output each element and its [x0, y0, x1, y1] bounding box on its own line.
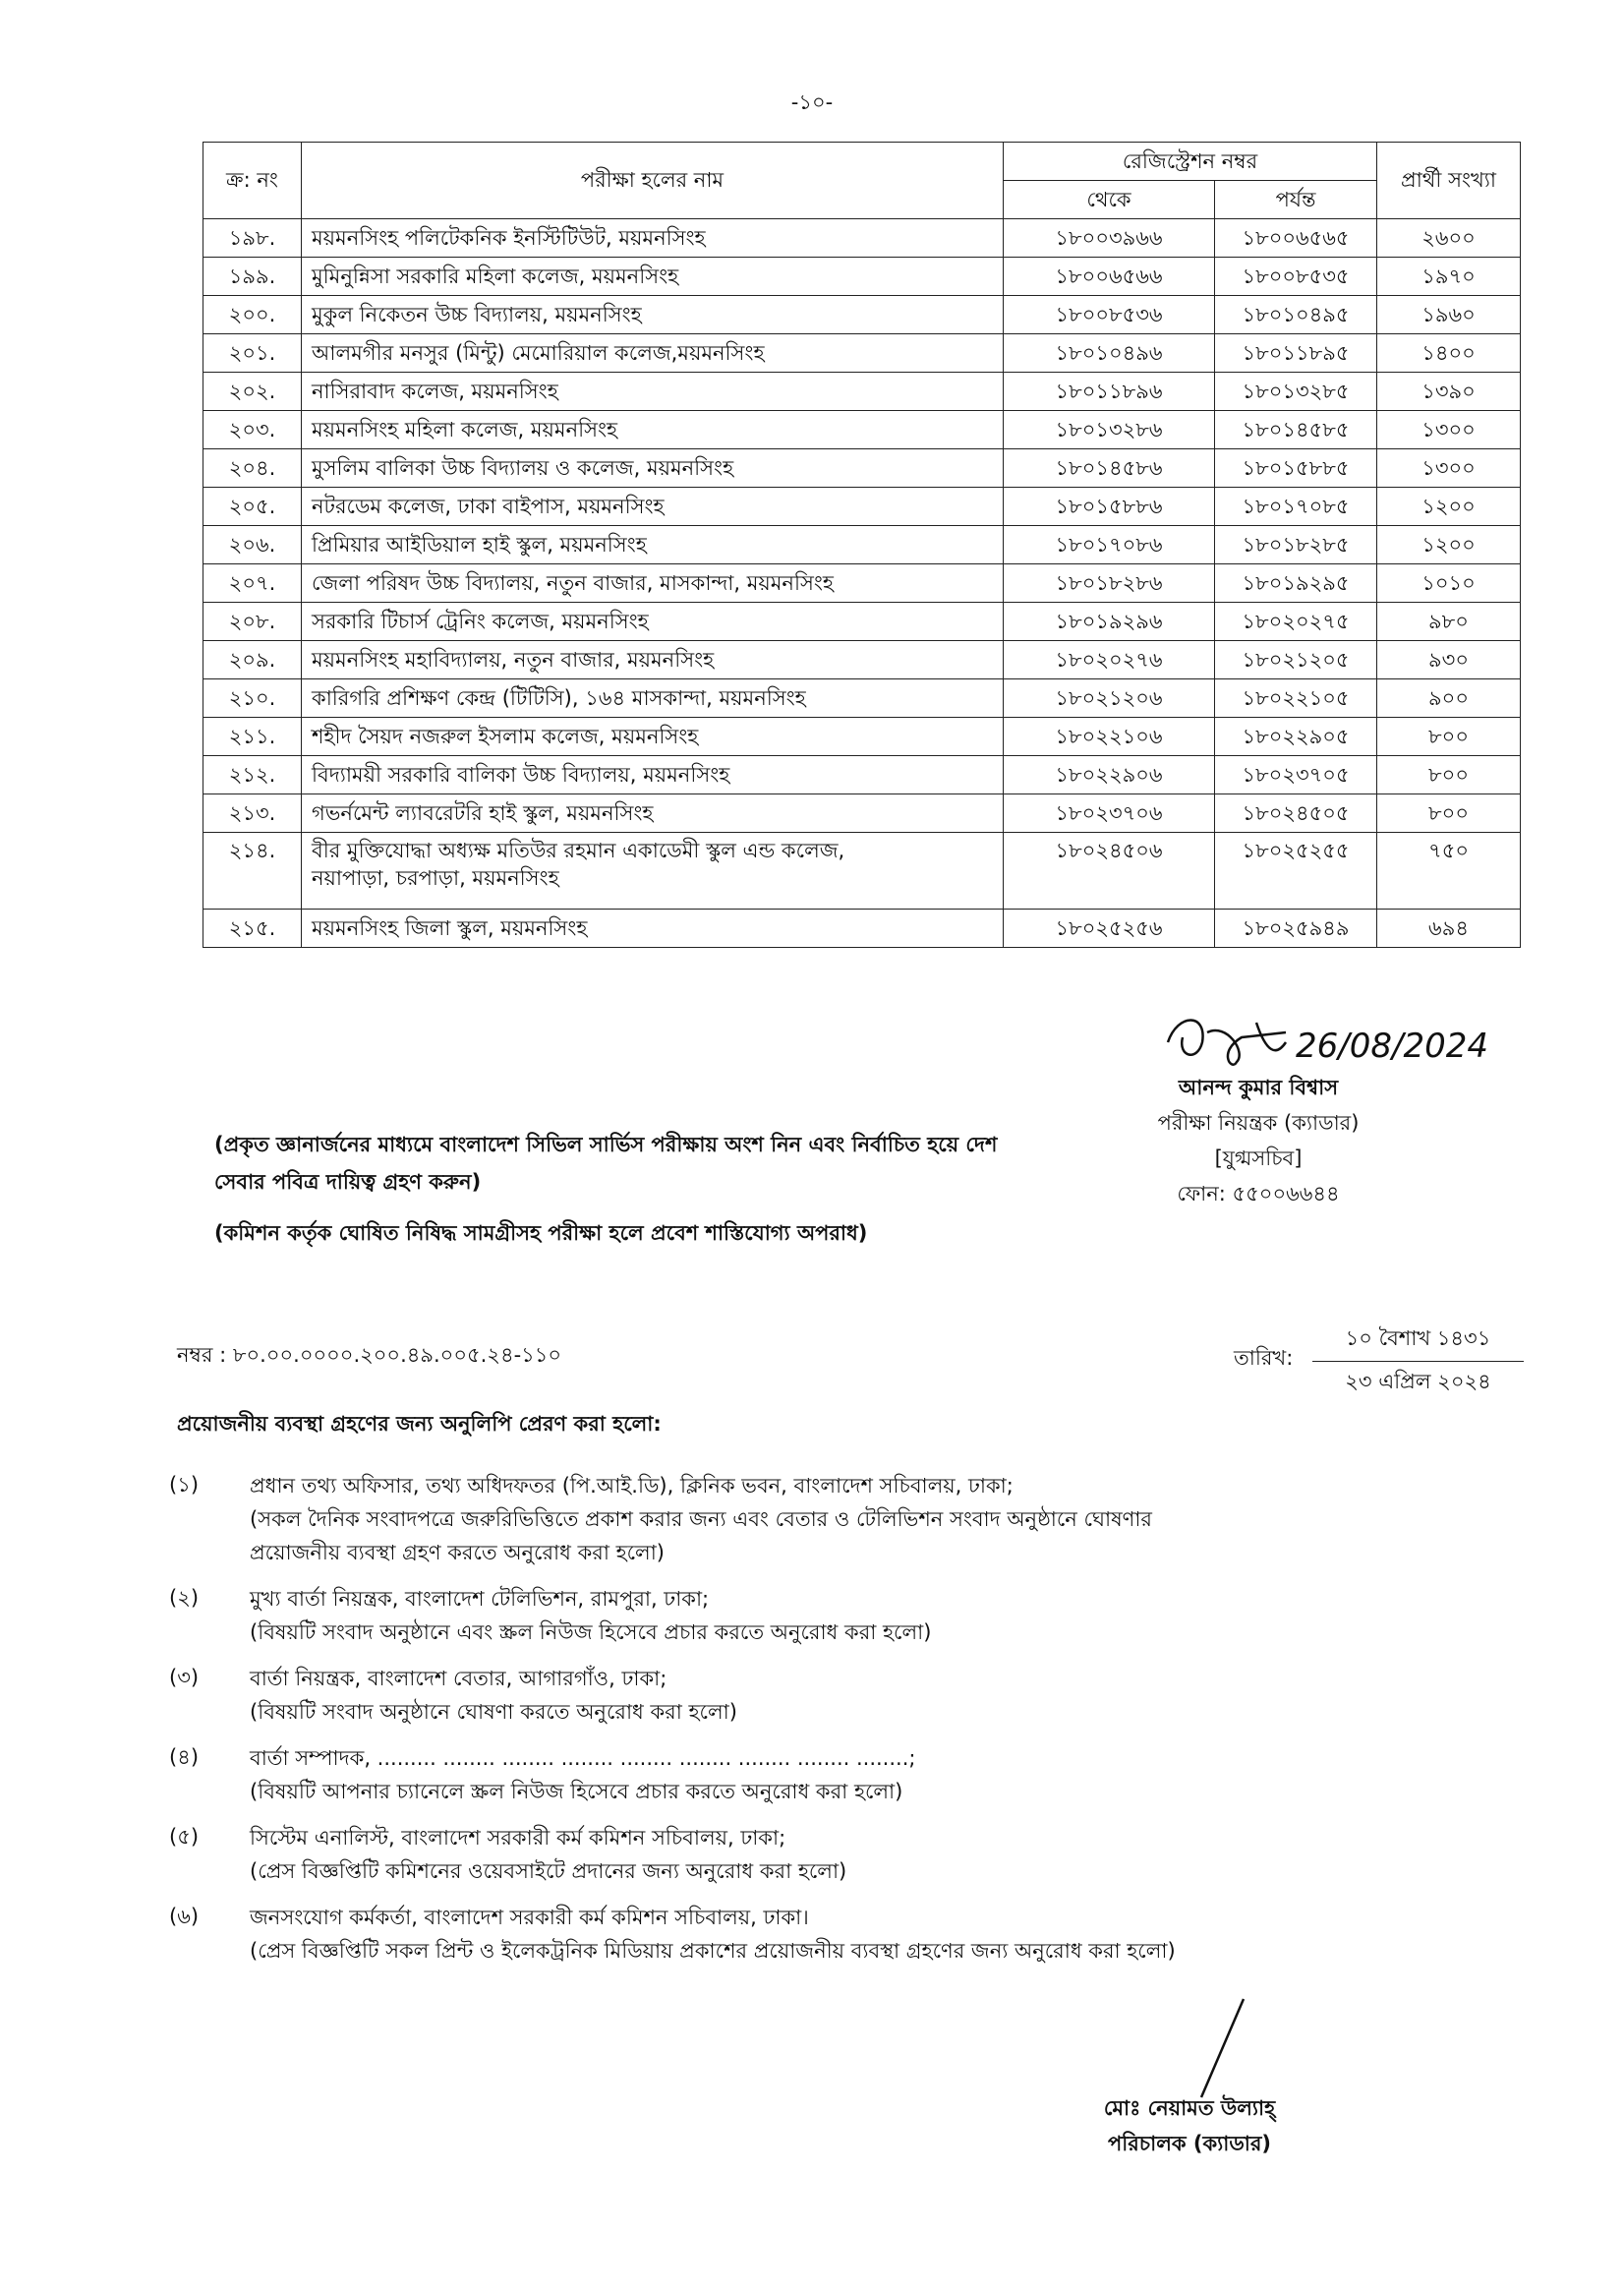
cell-count: ২৬০০ — [1377, 219, 1521, 258]
controller-rank: [যুগ্মসচিব] — [1214, 1146, 1303, 1170]
date-bangla: ১০ বৈশাখ ১৪৩১ — [1312, 1322, 1524, 1362]
cell-serial: ২০৩. — [203, 411, 302, 449]
cell-from: ১৮০১৩২৮৬ — [1004, 411, 1215, 449]
cell-from: ১৮০২৫২৫৬ — [1004, 910, 1215, 948]
table-row — [203, 564, 1521, 603]
header-to: পর্যন্ত — [1215, 181, 1377, 219]
cell-hall-name: ময়মনসিংহ পলিটেকনিক ইনস্টিটিউট, ময়মনসিংহ — [302, 219, 1004, 258]
cell-count: ১৯৬০ — [1377, 296, 1521, 334]
copy-line: (সকল দৈনিক সংবাদপত্রে জরুরিভিত্তিতে প্রকাশ করার জন্য এবং বেতার ও টেলিভিশন সংবাদ অনুষ্ঠানে ঘোষণার — [250, 1507, 1152, 1531]
cell-to: ১৮০১৭০৮৫ — [1215, 488, 1377, 526]
cell-from: ১৮০১৫৮৮৬ — [1004, 488, 1215, 526]
cell-count: ৯৩০ — [1377, 641, 1521, 679]
table-row — [203, 756, 1521, 794]
cell-serial: ২১২. — [203, 756, 302, 794]
director-designation: পরিচালক (ক্যাডার) — [1107, 2132, 1272, 2155]
copy-list — [169, 1469, 1545, 1980]
cell-to: ১৮০১৯২৯৫ — [1215, 564, 1377, 603]
copy-line: প্রধান তথ্য অফিসার, তথ্য অধিদফতর (পি.আই.ডি), ক্লিনিক ভবন, বাংলাদেশ সচিবালয়, ঢাকা; — [250, 1474, 1014, 1498]
copy-number: (৫) — [169, 1825, 200, 1849]
cell-hall-name: ময়মনসিংহ মহিলা কলেজ, ময়মনসিংহ — [302, 411, 1004, 449]
cell-from: ১৮০১৯২৯৬ — [1004, 603, 1215, 641]
table-header-row — [203, 143, 1521, 181]
copy-line: জনসংযোগ কর্মকর্তা, বাংলাদেশ সরকারী কর্ম কমিশন সচিবালয়, ঢাকা। — [250, 1906, 809, 1929]
cell-serial: ১৯৯. — [203, 258, 302, 296]
cell-to: ১৮০০৮৫৩৫ — [1215, 258, 1377, 296]
cell-from: ১৮০২২৯০৬ — [1004, 756, 1215, 794]
cell-hall-name — [302, 833, 1004, 910]
cell-from: ১৮০১০৪৯৬ — [1004, 334, 1215, 373]
table-row — [203, 373, 1521, 411]
cell-from: ১৮০০৩৯৬৬ — [1004, 219, 1215, 258]
copy-line: (বিষয়টি সংবাদ অনুষ্ঠানে ঘোষণা করতে অনুরোধ করা হলো) — [250, 1700, 737, 1724]
cell-hall-name: মুমিনুন্নিসা সরকারি মহিলা কলেজ, ময়মনসিংহ — [302, 258, 1004, 296]
header-serial: ক্র: নং — [203, 143, 302, 219]
copy-line: (প্রেস বিজ্ঞপ্তিটি কমিশনের ওয়েবসাইটে প্রদানের জন্য অনুরোধ করা হলো) — [250, 1859, 847, 1883]
copy-number: (৩) — [169, 1666, 200, 1689]
table-row — [203, 679, 1521, 718]
table-row — [203, 411, 1521, 449]
cell-to: ১৮০১০৪৯৫ — [1215, 296, 1377, 334]
cell-count: ১৪০০ — [1377, 334, 1521, 373]
header-from: থেকে — [1004, 181, 1215, 219]
copy-number: (৪) — [169, 1745, 200, 1769]
table-row — [203, 833, 1521, 910]
cell-serial: ২০৪. — [203, 449, 302, 488]
copy-heading: প্রয়োজনীয় ব্যবস্থা গ্রহণের জন্য অনুলিপি প্রেরণ করা হলো: — [177, 1412, 662, 1436]
copy-number: (১) — [169, 1473, 200, 1497]
copy-line: (প্রেস বিজ্ঞপ্তিটি সকল প্রিন্ট ও ইলেকট্রনিক মিডিয়ায় প্রকাশের প্রয়োজনীয় ব্যবস্থা গ্রহণের জন্য অনুরোধ করা হলো) — [250, 1939, 1176, 1963]
table-row — [203, 526, 1521, 564]
list-item — [169, 1821, 1545, 1888]
cell-hall-name: সরকারি টিচার্স ট্রেনিং কলেজ, ময়মনসিংহ — [302, 603, 1004, 641]
cell-hall-name: গভর্নমেন্ট ল্যাবরেটরি হাই স্কুল, ময়মনসিংহ — [302, 794, 1004, 833]
cell-serial: ২০৮. — [203, 603, 302, 641]
list-item — [169, 1662, 1545, 1729]
cell-count: ১৩০০ — [1377, 411, 1521, 449]
cell-count: ৯০০ — [1377, 679, 1521, 718]
cell-to: ১৮০২২৯০৫ — [1215, 718, 1377, 756]
cell-hall-name: নটরডেম কলেজ, ঢাকা বাইপাস, ময়মনসিংহ — [302, 488, 1004, 526]
cell-to: ১৮০২৫৯৪৯ — [1215, 910, 1377, 948]
cell-hall-name: আলমগীর মনসুর (মিন্টু) মেমোরিয়াল কলেজ,ময়মনসিংহ — [302, 334, 1004, 373]
cell-serial: ২০৬. — [203, 526, 302, 564]
cell-from: ১৮০০৮৫৩৬ — [1004, 296, 1215, 334]
date-fraction — [1312, 1322, 1524, 1400]
cell-from: ১৮০১৮২৮৬ — [1004, 564, 1215, 603]
cell-to: ১৮০২৪৫০৫ — [1215, 794, 1377, 833]
cell-count: ১২০০ — [1377, 526, 1521, 564]
copy-line: (বিষয়টি আপনার চ্যানেলে স্ক্রল নিউজ হিসেবে প্রচার করতে অনুরোধ করা হলো) — [250, 1780, 903, 1803]
cell-to: ১৮০০৬৫৬৫ — [1215, 219, 1377, 258]
list-item — [169, 1582, 1545, 1649]
list-item — [169, 1901, 1545, 1968]
cell-serial: ২০২. — [203, 373, 302, 411]
cell-serial: ২০৯. — [203, 641, 302, 679]
date-english: ২৩ এপ্রিল ২০২৪ — [1345, 1370, 1491, 1393]
cell-count: ১৯৭০ — [1377, 258, 1521, 296]
controller-phone: ফোন: ৫৫০০৬৬৪৪ — [1177, 1182, 1340, 1205]
table-row — [203, 488, 1521, 526]
director-signature-block — [1062, 2090, 1317, 2161]
table-row — [203, 910, 1521, 948]
table-row — [203, 449, 1521, 488]
page-number: -১০- — [790, 90, 834, 114]
cell-serial: ২০৫. — [203, 488, 302, 526]
cell-from: ১৮০২০২৭৬ — [1004, 641, 1215, 679]
copy-line: (বিষয়টি সংবাদ অনুষ্ঠানে এবং স্ক্রল নিউজ হিসেবে প্রচার করতে অনুরোধ করা হলো) — [250, 1620, 932, 1644]
cell-hall-name: কারিগরি প্রশিক্ষণ কেন্দ্র (টিটিসি), ১৬৪ মাসকান্দা, ময়মনসিংহ — [302, 679, 1004, 718]
cell-to: ১৮০২৫২৫৫ — [1215, 833, 1377, 910]
cell-serial: ২১৫. — [203, 910, 302, 948]
cell-hall-name: বিদ্যাময়ী সরকারি বালিকা উচ্চ বিদ্যালয়, ময়মনসিংহ — [302, 756, 1004, 794]
cell-to: ১৮০১১৮৯৫ — [1215, 334, 1377, 373]
director-name: মোঃ নেয়ামত উল্যাহ্ — [1103, 2096, 1276, 2120]
cell-from: ১৮০১১৮৯৬ — [1004, 373, 1215, 411]
copy-line: বার্তা নিয়ন্ত্রক, বাংলাদেশ বেতার, আগারগাঁও, ঢাকা; — [250, 1667, 667, 1690]
cell-to: ১৮০১৩২৮৫ — [1215, 373, 1377, 411]
cell-count: ১২০০ — [1377, 488, 1521, 526]
cell-serial: ২১০. — [203, 679, 302, 718]
cell-serial: ২১৪. — [203, 833, 302, 910]
date-label: তারিখ: — [1234, 1346, 1294, 1370]
cell-to: ১৮০১৮২৮৫ — [1215, 526, 1377, 564]
header-hall-name: পরীক্ষা হলের নাম — [302, 143, 1004, 219]
cell-from: ১৮০১৭০৮৬ — [1004, 526, 1215, 564]
cell-hall-name: মুকুল নিকেতন উচ্চ বিদ্যালয়, ময়মনসিংহ — [302, 296, 1004, 334]
copy-number: (৬) — [169, 1905, 200, 1928]
controller-signature-block — [1111, 1070, 1406, 1211]
copy-number: (২) — [169, 1586, 200, 1610]
memo-number: নম্বর : ৮০.০০.০০০০.২০০.৪৯.০০৫.২৪-১১০ — [177, 1343, 562, 1367]
cell-from: ১৮০২৪৫০৬ — [1004, 833, 1215, 910]
hall-name-line2: নয়াপাড়া, চরপাড়া, ময়মনসিংহ — [312, 866, 559, 891]
cell-to: ১৮০২০২৭৫ — [1215, 603, 1377, 641]
cell-from: ১৮০১৪৫৮৬ — [1004, 449, 1215, 488]
copy-line: প্রয়োজনীয় ব্যবস্থা গ্রহণ করতে অনুরোধ করা হলো) — [250, 1541, 665, 1564]
cell-hall-name: ময়মনসিংহ মহাবিদ্যালয়, নতুন বাজার, ময়মনসিংহ — [302, 641, 1004, 679]
cell-from: ১৮০২৩৭০৬ — [1004, 794, 1215, 833]
cell-count: ৮০০ — [1377, 756, 1521, 794]
cell-hall-name: প্রিমিয়ার আইডিয়াল হাই স্কুল, ময়মনসিংহ — [302, 526, 1004, 564]
cell-count: ৯৮০ — [1377, 603, 1521, 641]
exam-hall-table — [203, 142, 1521, 948]
cell-to: ১৮০১৪৫৮৫ — [1215, 411, 1377, 449]
cell-hall-name: শহীদ সৈয়দ নজরুল ইসলাম কলেজ, ময়মনসিংহ — [302, 718, 1004, 756]
table-row — [203, 219, 1521, 258]
cell-count: ১৩০০ — [1377, 449, 1521, 488]
cell-count: ৮০০ — [1377, 794, 1521, 833]
cell-serial: ২০০. — [203, 296, 302, 334]
table-row — [203, 258, 1521, 296]
table-row — [203, 296, 1521, 334]
copy-line: সিস্টেম এনালিস্ট, বাংলাদেশ সরকারী কর্ম কমিশন সচিবালয়, ঢাকা; — [250, 1826, 786, 1850]
cell-serial: ২১৩. — [203, 794, 302, 833]
copy-line: বার্তা সম্পাদক, ......... ........ ........ ........ ........ ........ ........ ........ ........; — [250, 1746, 916, 1770]
cell-hall-name: মুসলিম বালিকা উচ্চ বিদ্যালয় ও কলেজ, ময়মনসিংহ — [302, 449, 1004, 488]
cell-hall-name: নাসিরাবাদ কলেজ, ময়মনসিংহ — [302, 373, 1004, 411]
table-row — [203, 641, 1521, 679]
cell-hall-name: ময়মনসিংহ জিলা স্কুল, ময়মনসিংহ — [302, 910, 1004, 948]
table-row — [203, 718, 1521, 756]
hall-name-line1: বীর মুক্তিযোদ্ধা অধ্যক্ষ মতিউর রহমান একাডেমী স্কুল এন্ড কলেজ, — [312, 839, 845, 862]
cell-to: ১৮০১৫৮৮৫ — [1215, 449, 1377, 488]
copy-line: মুখ্য বার্তা নিয়ন্ত্রক, বাংলাদেশ টেলিভিশন, রামপুরা, ঢাকা; — [250, 1587, 710, 1611]
cell-serial: ২০১. — [203, 334, 302, 373]
header-candidates: প্রার্থী সংখ্যা — [1377, 143, 1521, 219]
table-row — [203, 334, 1521, 373]
motto-prohibited-items: (কমিশন কর্তৃক ঘোষিত নিষিদ্ধ সামগ্রীসহ পরীক্ষা হলে প্রবেশ শাস্তিযোগ্য অপরাধ) — [214, 1221, 868, 1245]
cell-from: ১৮০২১২০৬ — [1004, 679, 1215, 718]
cell-from: ১৮০২২১০৬ — [1004, 718, 1215, 756]
cell-to: ১৮০২১২০৫ — [1215, 641, 1377, 679]
cell-serial: ২১১. — [203, 718, 302, 756]
controller-name: আনন্দ কুমার বিশ্বাস — [1178, 1076, 1339, 1099]
motto-participation: (প্রকৃত জ্ঞানার্জনের মাধ্যমে বাংলাদেশ সিভিল সার্ভিস পরীক্ষায় অংশ নিন এবং নির্বাচিত হয়ে দেশ সেবার পবিত্র দায়িত্ব গ্রহণ করুন) — [214, 1133, 998, 1194]
controller-designation: পরীক্ষা নিয়ন্ত্রক (ক্যাডার) — [1157, 1111, 1360, 1135]
cell-to: ১৮০২৩৭০৫ — [1215, 756, 1377, 794]
cell-to: ১৮০২২১০৫ — [1215, 679, 1377, 718]
cell-count: ৭৫০ — [1377, 833, 1521, 910]
list-item — [169, 1469, 1545, 1569]
cell-serial: ১৯৮. — [203, 219, 302, 258]
cell-from: ১৮০০৬৫৬৬ — [1004, 258, 1215, 296]
list-item — [169, 1741, 1545, 1808]
cell-count: ১০১০ — [1377, 564, 1521, 603]
cell-serial: ২০৭. — [203, 564, 302, 603]
cell-hall-name: জেলা পরিষদ উচ্চ বিদ্যালয়, নতুন বাজার, মাসকান্দা, ময়মনসিংহ — [302, 564, 1004, 603]
cell-count: ১৩৯০ — [1377, 373, 1521, 411]
cell-count: ৮০০ — [1377, 718, 1521, 756]
cell-count: ৬৯৪ — [1377, 910, 1521, 948]
director-signature — [1189, 1994, 1248, 2102]
table-row — [203, 794, 1521, 833]
motto-block — [214, 1126, 1001, 1265]
table-row — [203, 603, 1521, 641]
signature-date-text: 26/08/2024 — [1296, 1027, 1488, 1066]
header-registration: রেজিস্ট্রেশন নম্বর — [1004, 143, 1377, 181]
